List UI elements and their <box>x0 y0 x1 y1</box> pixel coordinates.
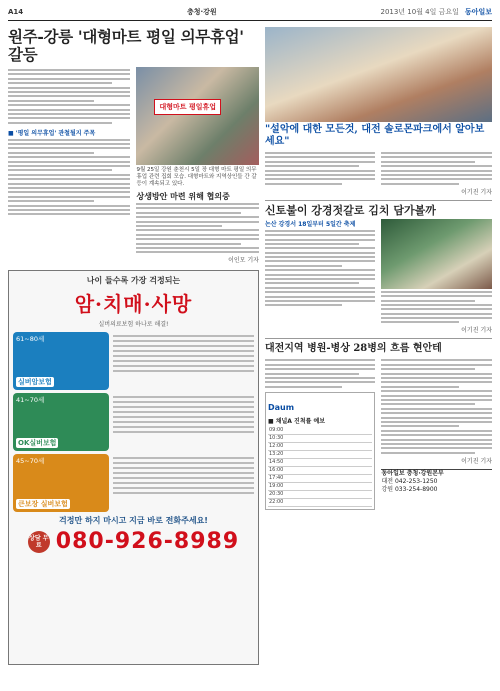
bureau-info-box <box>381 469 492 494</box>
table-row: 16:00 <box>268 466 373 474</box>
product-name: OK실버보험 <box>18 439 57 448</box>
main-headline: 원주-강릉 '대형마트 평일 의무휴업' 갈등 <box>8 27 244 64</box>
side-headline-1: "설악에 대한 모든것, 대전 솔로몬파크에서 알아보세요" <box>264 124 485 147</box>
section-name: 충청·강원 <box>186 8 217 16</box>
ad-main-slogan: 암·치매·사망 <box>74 292 193 317</box>
side-byline-3: 이기진 기자 <box>461 457 493 465</box>
science-park-photo <box>265 27 492 122</box>
bureau-contact: 강원 033-254-8900 <box>381 485 438 493</box>
ad-phone-row <box>13 529 254 554</box>
channel-table-box <box>265 392 376 510</box>
main-photo <box>136 67 258 165</box>
table-row: 14:50 <box>268 458 373 466</box>
ad-product-box <box>13 332 109 390</box>
side-kicker-2: 논산 강경서 18일부터 5일간 축제 <box>264 220 356 228</box>
ad-call-to-action: 걱정만 하지 마시고 지금 바로 전화주세요! <box>59 516 208 526</box>
protest-sign: 대형마트 평일휴업 <box>154 99 221 115</box>
ad-product-box <box>13 454 109 512</box>
table-row: 12:00 <box>268 442 373 450</box>
ad-top-line: 나이 들수록 가장 걱정되는 <box>86 276 181 286</box>
main-story-text <box>8 67 130 264</box>
ad-product-3 <box>13 454 254 512</box>
page-number: A14 <box>8 8 24 16</box>
product-name: 큰보장 실버보험 <box>18 500 68 509</box>
schedule-table <box>268 427 373 507</box>
photo-caption: 9월 25일 강원 춘천시 5일 장 대형 마트 평일 의무휴업 관련 집회 모습. 대형마트와 지역상인들 간 갈등이 계속되고 있다. <box>136 167 257 187</box>
table-row: 09:00 <box>268 427 373 435</box>
main-byline: 이인모 기자 <box>228 257 259 265</box>
side-headline-3: 대전지역 병원-병상 28병의 흐름 현안테 <box>264 343 442 355</box>
table-row: 20:30 <box>268 490 373 498</box>
right-column <box>265 23 492 665</box>
side-byline-2: 이기진 기자 <box>461 327 493 335</box>
brand-logo: 동아일보 <box>464 7 492 16</box>
side-byline-1: 이기진 기자 <box>461 188 493 196</box>
table-row: 19:00 <box>268 482 373 490</box>
left-column <box>8 23 259 665</box>
product-name: 실버암보험 <box>18 378 52 387</box>
bureau-title: 동아일보 충청·강원본부 <box>381 469 444 477</box>
ad-product-1 <box>13 332 254 390</box>
edition-date: 2013년 10월 4일 금요일 <box>380 8 459 16</box>
ad-product-box <box>13 393 109 451</box>
ad-product-2 <box>13 393 254 451</box>
daum-logo: Daum <box>267 402 295 412</box>
age-range-label: 61~80세 <box>16 335 45 344</box>
age-range-label: 45~70세 <box>16 457 45 466</box>
insurance-advertisement <box>8 270 259 665</box>
side-headline-2: 신토불이 강경젓갈로 김치 담가볼까 <box>264 203 436 217</box>
page-header <box>8 6 492 21</box>
photo-column <box>136 67 258 264</box>
bureau-contact: 대전 042-253-1250 <box>381 477 438 485</box>
age-range-label: 41~70세 <box>16 396 45 405</box>
table-row: 13:20 <box>268 450 373 458</box>
table-row: 17:40 <box>268 474 373 482</box>
table-row: 22:00 <box>268 498 373 506</box>
ad-phone-number[interactable]: 080-926-8989 <box>55 529 240 555</box>
ad-sub-line: 실버의료보험 하나로 해결! <box>98 321 169 329</box>
free-consult-badge: 상담 무료 <box>28 531 50 553</box>
jeotgal-festival-photo <box>381 219 492 289</box>
table-title: ■ 채널A 진척률 예보 <box>267 417 326 425</box>
table-row: 10:30 <box>268 434 373 442</box>
quote-title: 상생방안 마련 위해 협의중 <box>136 191 230 201</box>
story-kicker: ■ '평일 의무휴업' 관철될지 주목 <box>8 129 96 137</box>
